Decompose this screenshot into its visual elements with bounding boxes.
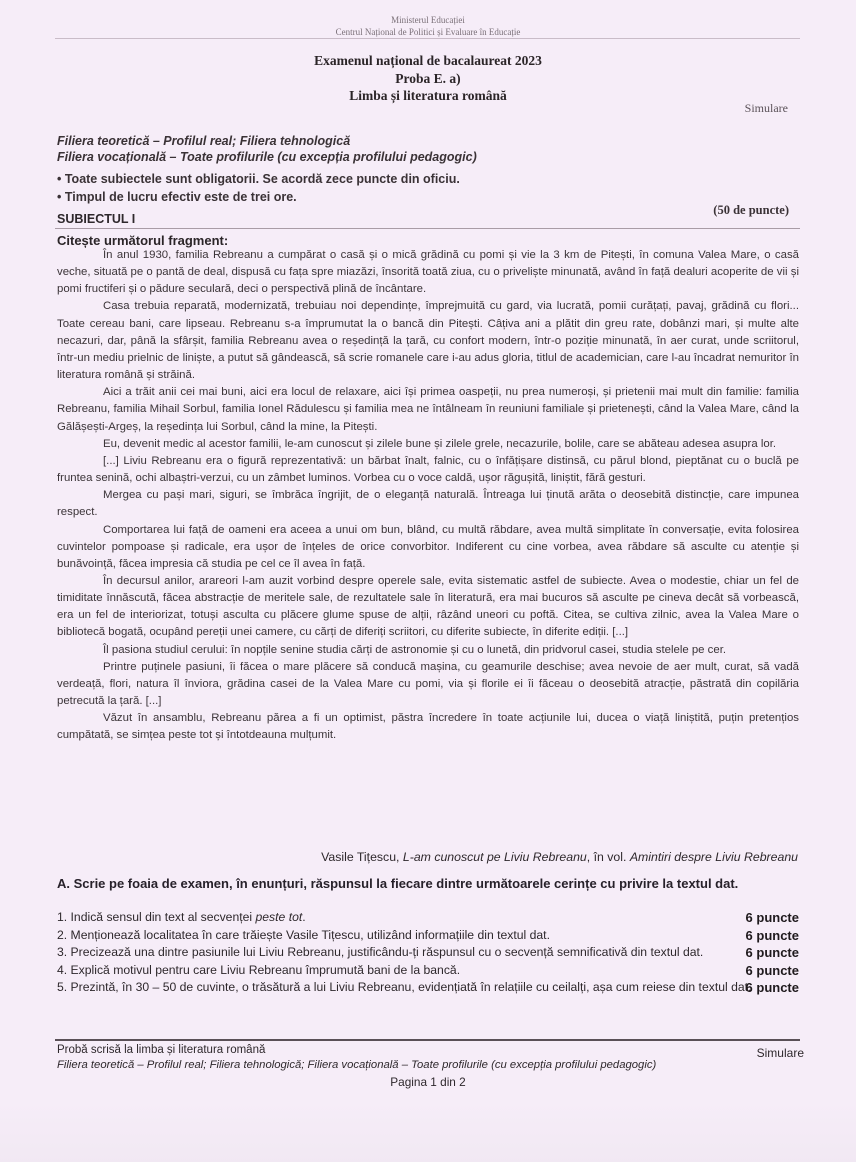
fragment-paragraph: Mergea cu pași mari, siguri, se îmbrăca îngrijit, de o eleganță naturală. Întreaga lui ținută arăta o deosebită distincție, care impunea respect.: [57, 489, 799, 519]
read-instruction: Citește următorul fragment:: [57, 233, 229, 248]
filiera-line-2: Filiera vocațională – Toate profilurile (cu excepția profilului pedagogic): [57, 150, 477, 164]
task-text: [57, 910, 306, 924]
task-item-1: [57, 909, 799, 927]
task-points: 6 puncte: [745, 945, 799, 960]
fragment-paragraph: În decursul anilor, arareori l-am auzit vorbind despre operele sale, evita sistematic astfel de subiecte. Avea o modestie, chiar un fel de timiditate înnăscută, făcea abstracție de meritele sale, de rezultatele sale în literatură, era mai bucuros să asculte pe cineva decât să vorbească, era un fel de interiorizat, totuși asculta cu plăcere glume spuse de alții, râzând uneori cu poftă. Citea, se cultiva zilnic, avea la Valea Mare o bibliotecă bogată, ocupând pereții unei camere, cu cărți de diferiți scriitori, cu diferite subiecte, în diferite ediții. [...]: [57, 574, 799, 639]
task-item-3: [57, 944, 799, 962]
fragment-paragraph: Casa trebuia reparată, modernizată, trebuiau noi dependințe, împrejmuită cu gard, via lucrată, pomii curățați, pavaj, grădină cu flori... Toate cereau bani, care lipseau. Rebreanu s-a împrumutat la o bancă din Pitești. Câțiva ani a plătit din greu rate, dobânzi mari, și multe alte necazuri, dar, până la sfârșit, familia Rebreanu avea o reședință la țară, cu confort modern, într-o poziție minunată, în aer curat, unde scriitorul, într-un mediu prielnic de liniște, a putut să gândească, să scrie romanele care i-au adus gloria, titlul de academician, care l-au încadrat nemuritor în literatura română și străină.: [57, 300, 799, 382]
task-text-end: .: [302, 910, 306, 924]
fragment-paragraph: Printre puținele pasiuni, îi făcea o mare plăcere să conducă mașina, cu geamurile deschise; avea nevoie de aer mult, curat, să vadă verdeață, flori, natura îl înviora, grădina casei de la Valea Mare cu pomi, via și florile ei îi făceau o deosebită atracție, păstrată din copilăria petrecută la țară. [...]: [57, 660, 799, 708]
instruction-1: • Toate subiectele sunt obligatorii. Se acordă zece puncte din oficiu.: [57, 172, 460, 186]
fragment-paragraph: Eu, devenit medic al acestor familii, le-am cunoscut și zilele bune și zilele grele, necazurile, bolile, care se abăteau adesea asupra lor.: [103, 437, 777, 450]
source-title: L-am cunoscut pe Liviu Rebreanu: [402, 850, 587, 864]
footer-simulare: Simulare: [756, 1046, 804, 1060]
header-divider: [55, 38, 800, 39]
exam-proba: Proba E. a): [395, 71, 461, 86]
source-author: Vasile Tițescu,: [321, 850, 400, 864]
subiect-points: (50 de puncte): [713, 203, 789, 217]
page-number: Pagina 1 din 2: [390, 1075, 466, 1089]
task-text: 4. Explică motivul pentru care Liviu Rebreanu împrumută bani de la bancă.: [57, 962, 461, 977]
ministry-name: Ministerul Educației: [391, 15, 465, 25]
footer-filiera: Filiera teoretică – Profilul real; Filiera tehnologică; Filiera vocațională – Toate profilurile (cu excepția profilului pedagogic): [57, 1059, 657, 1071]
center-name: Centrul Național de Politici și Evaluare în Educație: [335, 27, 521, 37]
task-points: 6 puncte: [745, 980, 799, 995]
subiect-title: SUBIECTUL I: [57, 212, 136, 226]
exam-subject: Limba și literatura română: [349, 88, 507, 103]
fragment-paragraph: [...] Liviu Rebreanu era o figură reprezentativă: un bărbat înalt, falnic, cu o înfățișare distinsă, cu părul blond, pieptănat cu o buclă pe fruntea senină, ochi albaștri-verzui, cu un zâmbet luminos. Vorbea cu o voce caldă, ușor răgușită, liniștit, fără gesturi.: [57, 454, 799, 485]
task-points: 6 puncte: [745, 910, 799, 925]
task-item-2: [57, 927, 799, 945]
task-text-italic: peste tot: [255, 910, 303, 924]
footer-proba: Probă scrisă la limba și literatura română: [57, 1044, 266, 1056]
exam-title: Examenul național de bacalaureat 2023: [314, 53, 542, 68]
task-list: [57, 909, 799, 997]
task-text: 3. Precizează una dintre pasiunile lui Liviu Rebreanu, justificându-ți răspunsul cu o secvență semnificativă din textul dat.: [57, 945, 704, 959]
fragment-paragraph: Aici a trăit anii cei mai buni, aici era locul de relaxare, aici își primea oaspeții, nu prea numeroși, și prietenii mai mult din familie: familia Rebreanu, familia Mihail Sorbul, familia Ionel Rădulescu și familia mea ne întâlneam în reuniuni familiale și prietenești, când la Valea Mare, când la Gălășești-Argeș, la reședința lui Sorbul, când la mine, la Pitești.: [57, 386, 799, 433]
fragment-source: [321, 850, 798, 864]
text-fragment: [57, 247, 799, 745]
fragment-paragraph: Văzut în ansamblu, Rebreanu părea a fi un optimist, păstra încredere în toate acțiunile lui, ducea o viață liniștită, puțin pretențios cumpătată, se simțea peste tot și întotdeauna mulțumit.: [57, 712, 799, 742]
task-item-5: [57, 979, 799, 997]
task-text: 5. Prezintă, în 30 – 50 de cuvinte, o trăsătură a lui Liviu Rebreanu, evidențiată în relațiile cu ceilalți, așa cum reiese din textul dat.: [57, 980, 752, 994]
task-points: 6 puncte: [745, 927, 799, 943]
simulare-label: Simulare: [744, 101, 788, 115]
fragment-paragraph: Îl pasiona studiul cerului: în nopțile senine studia cărți de astronomie și cu o lunetă, din pridvorul casei, studia stelele pe cer.: [103, 643, 727, 656]
task-item-4: [57, 962, 799, 980]
instruction-2: • Timpul de lucru efectiv este de trei ore.: [57, 190, 297, 204]
task-a-heading: A. Scrie pe foaia de examen, în enunțuri, răspunsul la fiecare dintre următoarele cerințe cu privire la textul dat.: [57, 876, 739, 891]
subiect-divider: [55, 228, 800, 229]
task-text-main: 1. Indică sensul din text al secvenței: [57, 910, 256, 924]
fragment-paragraph: În anul 1930, familia Rebreanu a cumpărat o casă și o mică grădină cu pomi și vie la 3 km de Pitești, în comuna Valea Mare, o casă veche, situată pe o pantă de deal, dispusă cu fața spre miazăzi, însorită toată ziua, cu o priveliște minunată, având în față dealuri acoperite de vii și pomi fructiferi și o pădure seculară, deci o perspectivă plină de încântare.: [57, 249, 799, 296]
source-volume: Amintiri despre Liviu Rebreanu: [629, 850, 798, 864]
footer-divider: [55, 1039, 800, 1041]
filiera-line-1: Filiera teoretică – Profilul real; Filiera tehnologică: [57, 134, 351, 148]
source-in-vol: , în vol.: [586, 850, 627, 864]
bottom-shadow: [0, 1102, 856, 1162]
fragment-paragraph: Comportarea lui față de oameni era aceea a unui om bun, blând, cu multă răbdare, avea multă simplitate în conversație, evita folosirea cuvintelor pompoase și radicale, era ușor de înțeles de orice convorbitor. Indiferent cu cine vorbea, avea răbdare să asculte cu atenție și bunăvoință, făcea impresia că studia pe cel ce îl avea în față.: [57, 523, 799, 570]
task-points: 6 puncte: [745, 962, 799, 978]
task-text: 2. Menționează localitatea în care trăiește Vasile Tițescu, utilizând informațiile din textul dat.: [57, 927, 550, 942]
